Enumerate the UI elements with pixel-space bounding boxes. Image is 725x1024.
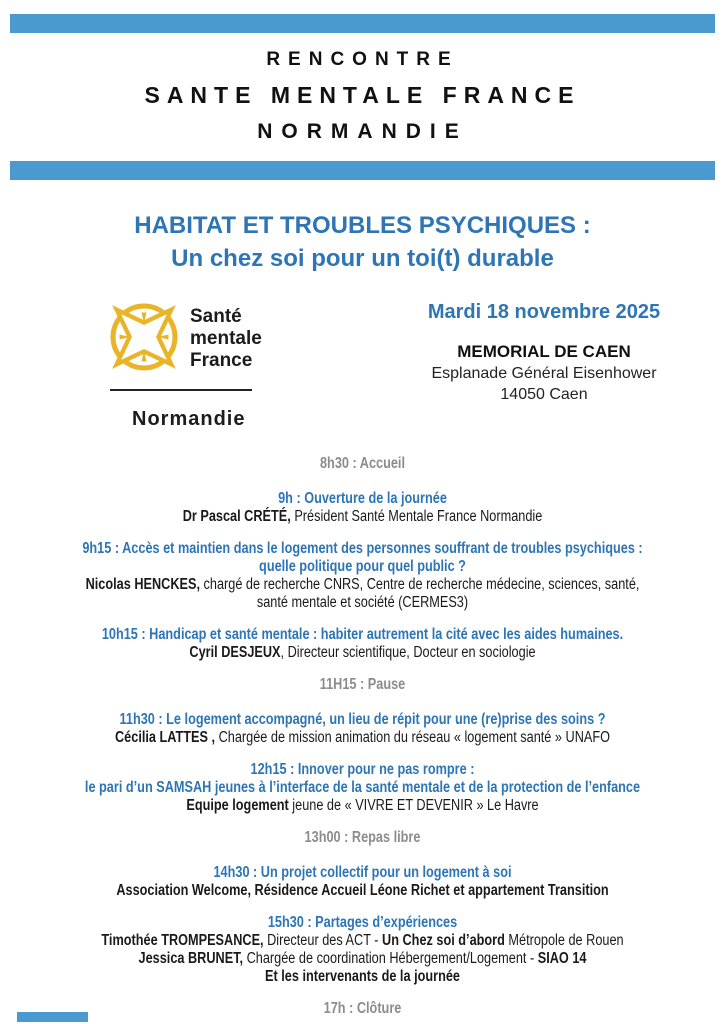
text-segment: Chargée de coordination Hébergement/Logement - bbox=[243, 950, 538, 967]
schedule-session bbox=[0, 711, 725, 747]
schedule-line: 8h30 : Accueil bbox=[319, 455, 405, 472]
schedule-break bbox=[0, 676, 725, 694]
text-segment: Dr Pascal CRÉTÉ, bbox=[182, 508, 291, 525]
page-title-line2: Un chez soi pour un toi(t) durable bbox=[171, 245, 554, 272]
schedule-line bbox=[0, 508, 725, 526]
schedule bbox=[0, 455, 725, 1018]
top-divider-bar bbox=[10, 14, 715, 33]
schedule-session bbox=[0, 864, 725, 900]
bottom-divider-bar bbox=[17, 1012, 88, 1022]
schedule-line: 17h : Clôture bbox=[323, 1000, 402, 1017]
logo-org-line: France bbox=[190, 350, 253, 371]
event-address-line2: 14050 Caen bbox=[500, 386, 588, 403]
event-address-line1: Esplanade Général Eisenhower bbox=[431, 365, 657, 382]
logo-top bbox=[108, 301, 288, 373]
schedule-session bbox=[0, 490, 725, 526]
logo-org-line: mentale bbox=[190, 328, 262, 349]
schedule-line bbox=[0, 594, 725, 612]
event-venue: MEMORIAL DE CAEN bbox=[457, 342, 631, 361]
info-row bbox=[0, 301, 725, 431]
schedule-session bbox=[0, 540, 725, 612]
text-segment: santé mentale et société (CERMES3) bbox=[256, 594, 469, 611]
schedule-line: 12h15 : Innover pour ne pas rompre : bbox=[250, 761, 475, 778]
schedule-line bbox=[0, 882, 725, 900]
text-segment: Et les intervenants de la journée bbox=[265, 968, 460, 985]
masthead-line: NORMANDIE bbox=[257, 120, 468, 143]
text-segment: jeune de « VIVRE ET DEVENIR » Le Havre bbox=[288, 797, 539, 814]
text-segment: Nicolas HENCKES, bbox=[85, 576, 200, 593]
schedule-line: quelle politique pour quel public ? bbox=[259, 558, 466, 575]
schedule-line: 9h15 : Accès et maintien dans le logement des personnes souffrant de troubles psychiques : bbox=[82, 540, 643, 557]
schedule-break bbox=[0, 455, 725, 473]
mid-divider-bar bbox=[10, 161, 715, 180]
text-segment: Equipe logement bbox=[186, 797, 289, 814]
schedule-line: 15h30 : Partages d’expériences bbox=[267, 914, 458, 931]
text-segment: Timothée TROMPESANCE, bbox=[101, 932, 264, 949]
event-info bbox=[369, 301, 719, 404]
schedule-line: 11h30 : Le logement accompagné, un lieu de répit pour une (re)prise des soins ? bbox=[119, 711, 606, 728]
text-segment: Cécilia LATTES , bbox=[115, 729, 216, 746]
schedule-line bbox=[0, 950, 725, 968]
text-segment: , Directeur scientifique, Docteur en sociologie bbox=[280, 644, 536, 661]
text-segment: Chargée de mission animation du réseau « logement santé » UNAFO bbox=[215, 729, 610, 746]
schedule-line bbox=[0, 576, 725, 594]
text-segment: Un Chez soi d’abord bbox=[382, 932, 505, 949]
logo-region-label: Normandie bbox=[132, 408, 246, 430]
schedule-break bbox=[0, 829, 725, 847]
schedule-line bbox=[0, 644, 725, 662]
text-segment: Association Welcome, Résidence Accueil Léone Richet et appartement Transition bbox=[116, 882, 609, 899]
schedule-line bbox=[0, 797, 725, 815]
schedule-session bbox=[0, 761, 725, 815]
logo-org-line: Santé bbox=[190, 306, 242, 327]
schedule-line bbox=[0, 932, 725, 950]
schedule-line: 13h00 : Repas libre bbox=[304, 829, 421, 846]
schedule-session bbox=[0, 914, 725, 986]
schedule-line: 10h15 : Handicap et santé mentale : habiter autrement la cité avec les aides humaines. bbox=[101, 626, 624, 643]
masthead-line: RENCONTRE bbox=[266, 49, 459, 70]
schedule-session bbox=[0, 626, 725, 662]
schedule-break bbox=[0, 1000, 725, 1018]
masthead-line: SANTE MENTALE FRANCE bbox=[144, 82, 581, 108]
page-title bbox=[0, 209, 725, 275]
schedule-line: 11H15 : Pause bbox=[319, 676, 406, 693]
masthead bbox=[0, 43, 725, 150]
text-segment: chargé de recherche CNRS, Centre de recherche médecine, sciences, santé, bbox=[199, 576, 640, 593]
schedule-line: 14h30 : Un projet collectif pour un logement à soi bbox=[213, 864, 512, 881]
schedule-line: 9h : Ouverture de la journée bbox=[278, 490, 447, 507]
schedule-line: le pari d’un SAMSAH jeunes à l’interface de la santé mentale et de la protection de l’enfance bbox=[84, 779, 641, 796]
text-segment: Cyril DESJEUX bbox=[189, 644, 281, 661]
logo-org-name bbox=[190, 301, 262, 372]
sante-mentale-france-logo bbox=[108, 301, 288, 431]
text-segment: Métropole de Rouen bbox=[504, 932, 624, 949]
schedule-line bbox=[0, 729, 725, 747]
text-segment: Jessica BRUNET, bbox=[138, 950, 244, 967]
page-title-line1: HABITAT ET TROUBLES PSYCHIQUES : bbox=[134, 212, 591, 239]
event-date: Mardi 18 novembre 2025 bbox=[427, 301, 661, 323]
text-segment: Directeur des ACT - bbox=[263, 932, 383, 949]
logo-divider-rule bbox=[110, 389, 252, 391]
text-segment: Président Santé Mentale France Normandie bbox=[290, 508, 543, 525]
text-segment: SIAO 14 bbox=[537, 950, 587, 967]
schedule-line bbox=[0, 968, 725, 986]
star-compass-icon bbox=[108, 301, 180, 373]
